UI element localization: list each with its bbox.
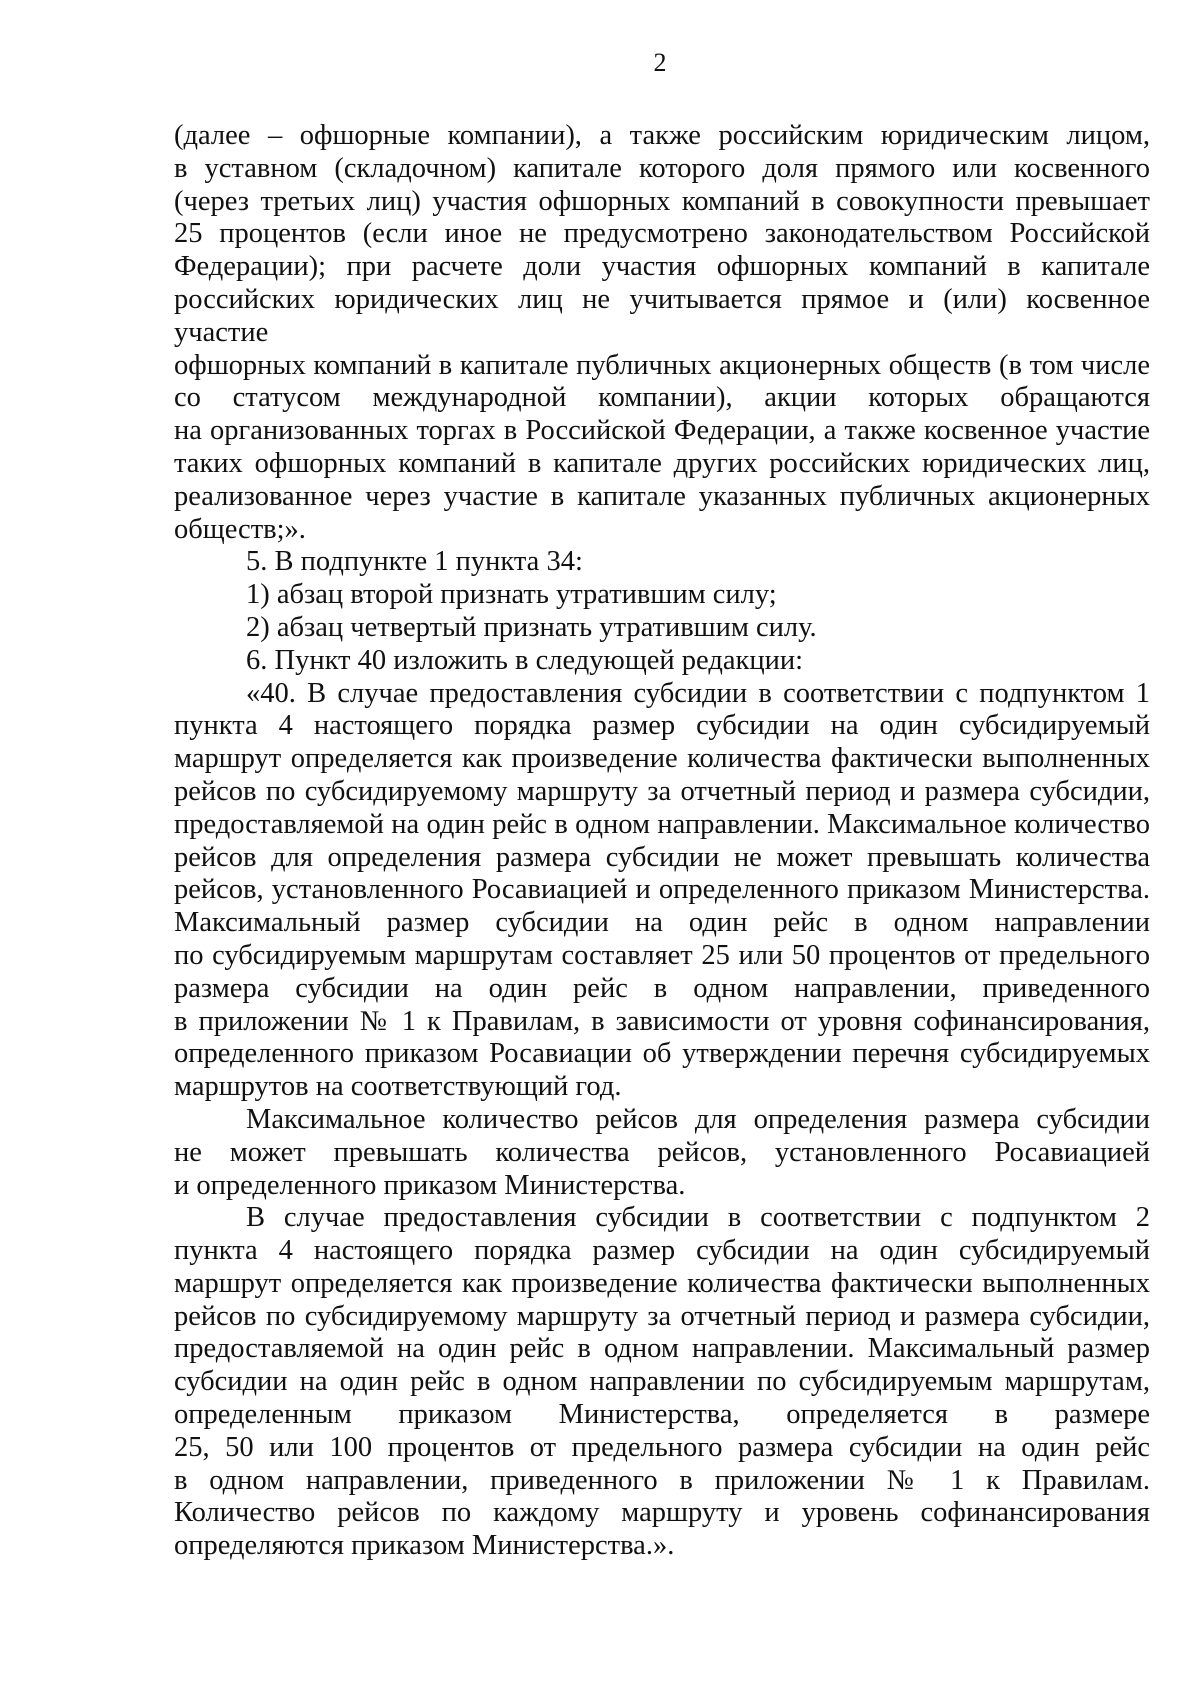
- text-line: в приложении № 1 к Правилам, в зависимости от уровня софинансирования,: [174, 1005, 1150, 1037]
- item-5-heading: [174, 546, 1150, 579]
- text-line: реализованное через участие в капитале указанных публичных акционерных: [174, 480, 1150, 512]
- text-line: обществ;».: [174, 513, 306, 545]
- text-line: субсидии на один рейс в одном направлении по субсидируемым маршрутам,: [174, 1366, 1150, 1398]
- text-line: (далее – офшорные компании), а также российским юридическим лицом,: [174, 120, 1150, 151]
- text-line: Федерации); при расчете доли участия офшорных компаний в капитале: [174, 251, 1150, 283]
- paragraph-40-part-3: [174, 1202, 1150, 1563]
- paragraph-40-part-1: [174, 678, 1150, 1104]
- text-line: определенного приказом Росавиации об утверждении перечня субсидируемых: [174, 1038, 1150, 1070]
- page-number: 2: [653, 48, 667, 77]
- text-line: по субсидируемым маршрутам составляет 25 или 50 процентов от предельного: [174, 939, 1150, 971]
- text-line: офшорных компаний в капитале публичных акционерных обществ (в том числе: [174, 349, 1150, 381]
- text-line: рейсов, установленного Росавиацией и определенного приказом Министерства.: [174, 874, 1150, 906]
- text-line: таких офшорных компаний в капитале других российских юридических лиц,: [174, 447, 1150, 479]
- text-line: рейсов по субсидируемому маршруту за отчетный период и размера субсидии,: [174, 1300, 1150, 1332]
- text-line: маршрут определяется как произведение количества фактически выполненных: [174, 743, 1150, 775]
- text-line: в уставном (складочном) капитале которого доля прямого или косвенного: [174, 152, 1150, 184]
- text-line: «40. В случае предоставления субсидии в соответствии с подпунктом 1: [246, 677, 1150, 709]
- item-5-subitem-1: [174, 579, 1150, 612]
- text-line: Максимальное количество рейсов для определения размера субсидии: [246, 1103, 1150, 1135]
- item-6-text: 6. Пункт 40 изложить в следующей редакции:: [246, 644, 803, 676]
- text-line: определяются приказом Министерства.».: [174, 1530, 675, 1562]
- text-line: российских юридических лиц не учитывается прямое и (или) косвенное участие: [174, 283, 1150, 348]
- text-line: пункта 4 настоящего порядка размер субсидии на один субсидируемый: [174, 710, 1150, 742]
- item-5-subitem-2: [174, 612, 1150, 645]
- continuation-paragraph: [174, 120, 1150, 546]
- item-5-1-text: 1) абзац второй признать утратившим силу;: [246, 579, 777, 611]
- text-line: и определенного приказом Министерства.: [174, 1169, 686, 1201]
- text-line: в одном направлении, приведенного в приложении № 1 к Правилам.: [174, 1464, 1150, 1496]
- item-6-heading: [174, 645, 1150, 678]
- text-line: Количество рейсов по каждому маршруту и уровень софинансирования: [174, 1497, 1150, 1529]
- text-line: со статусом международной компании), акции которых обращаются: [174, 382, 1150, 414]
- text-line: рейсов по субсидируемому маршруту за отчетный период и размера субсидии,: [174, 775, 1150, 807]
- text-line: пункта 4 настоящего порядка размер субсидии на один субсидируемый: [174, 1235, 1150, 1267]
- text-line: маршрут определяется как произведение количества фактически выполненных: [174, 1267, 1150, 1299]
- text-line: 25 процентов (если иное не предусмотрено законодательством Российской: [174, 218, 1150, 250]
- item-5-text: 5. В подпункте 1 пункта 34:: [246, 546, 583, 578]
- text-line: 25, 50 или 100 процентов от предельного размера субсидии на один рейс: [174, 1431, 1150, 1463]
- text-line: не может превышать количества рейсов, установленного Росавиацией: [174, 1136, 1150, 1168]
- text-line: предоставляемой на один рейс в одном направлении. Максимальный размер: [174, 1333, 1150, 1365]
- text-line: В случае предоставления субсидии в соответствии с подпунктом 2: [246, 1202, 1150, 1234]
- text-line: на организованных торгах в Российской Федерации, а также косвенное участие: [174, 415, 1150, 447]
- text-line: рейсов для определения размера субсидии не может превышать количества: [174, 841, 1150, 873]
- text-line: (через третьих лиц) участия офшорных компаний в совокупности превышает: [174, 185, 1150, 217]
- paragraph-40-part-2: [174, 1104, 1150, 1202]
- text-line: предоставляемой на один рейс в одном направлении. Максимальное количество: [174, 808, 1150, 840]
- text-line: определенным приказом Министерства, определяется в размере: [174, 1399, 1150, 1431]
- item-5-2-text: 2) абзац четвертый признать утратившим силу.: [246, 611, 817, 643]
- document-body: [174, 120, 1150, 1563]
- text-line: Максимальный размер субсидии на один рейс в одном направлении: [174, 907, 1150, 939]
- text-line: маршрутов на соответствующий год.: [174, 1071, 622, 1103]
- text-line: размера субсидии на один рейс в одном направлении, приведенного: [174, 972, 1150, 1004]
